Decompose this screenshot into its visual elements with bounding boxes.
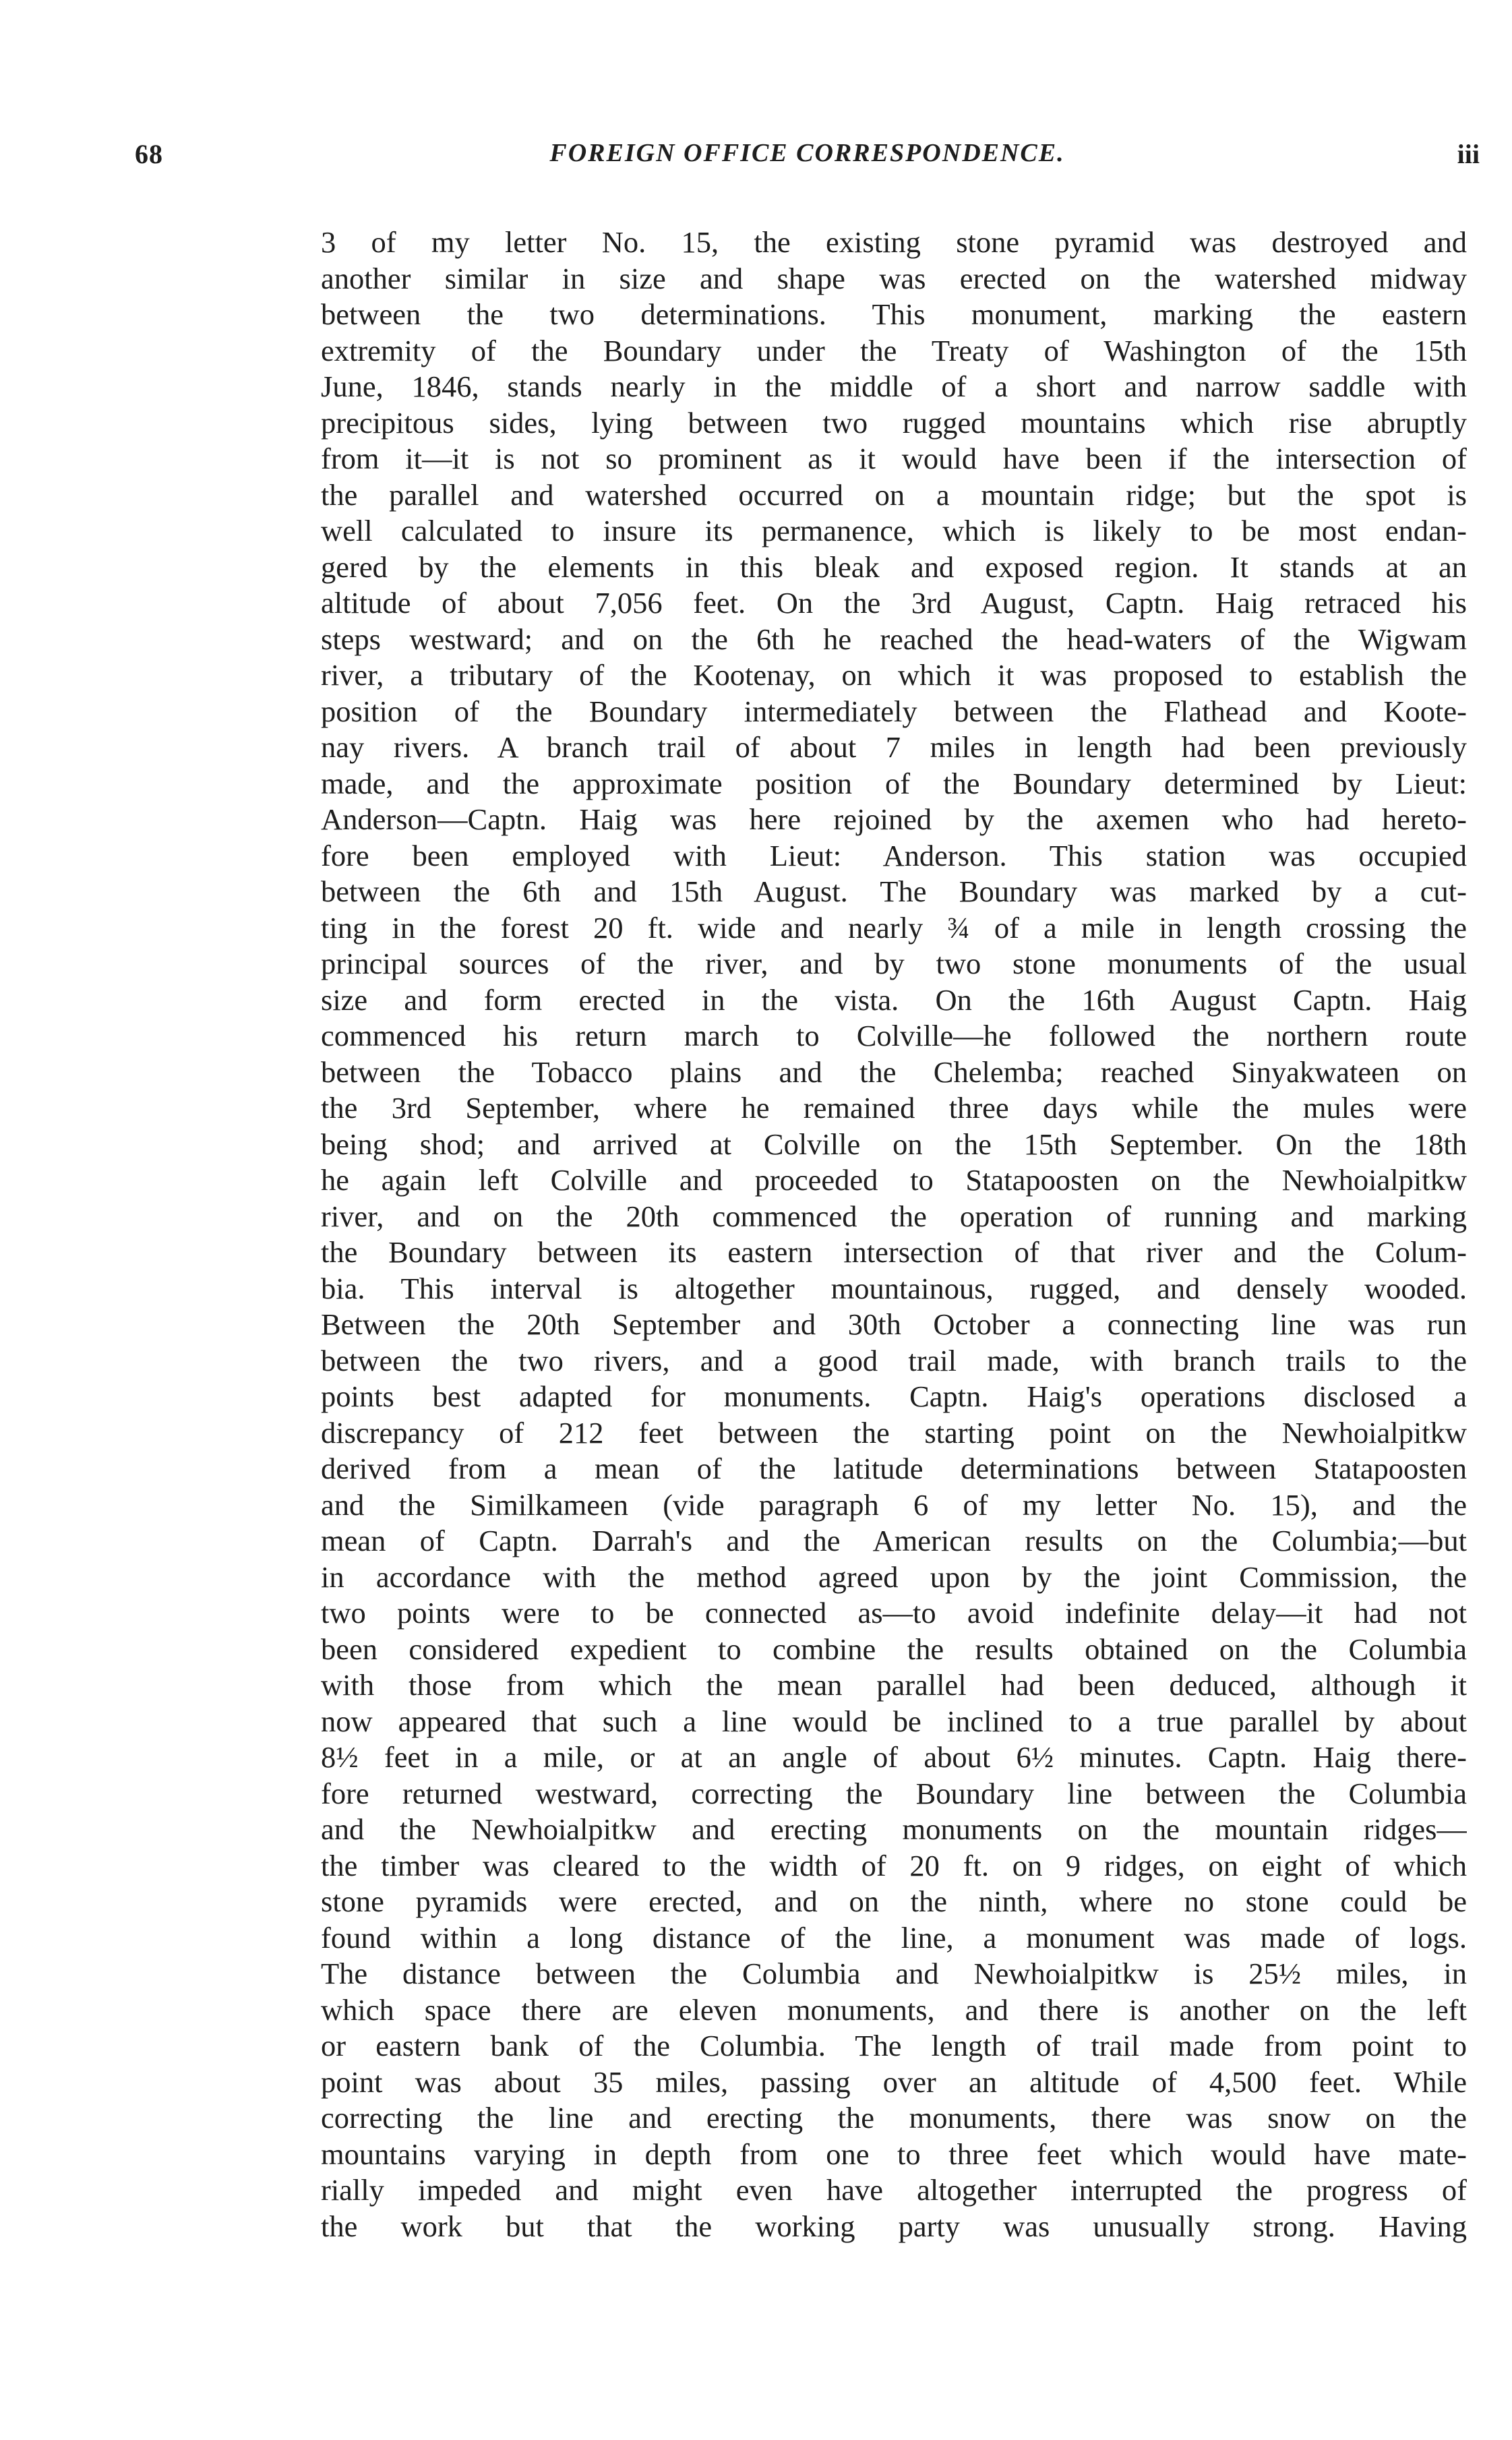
text-line: between the two determinations. This monument, marking the eastern bbox=[321, 297, 1467, 331]
text-line: the work but that the working party was unusually strong. Having bbox=[321, 2209, 1467, 2243]
text-line: 8½ feet in a mile, or at an angle of about 6½ minutes. Captn. Haig there- bbox=[321, 1740, 1467, 1774]
text-line: mean of Captn. Darrah's and the American results on the Columbia;—but bbox=[321, 1524, 1467, 1557]
text-line: now appeared that such a line would be inclined to a true parallel by about bbox=[321, 1704, 1467, 1738]
text-line: in accordance with the method agreed upon by the joint Commission, the bbox=[321, 1559, 1467, 1594]
text-line: he again left Colville and proceeded to Statapoosten on the Newhoialpitkw bbox=[321, 1163, 1467, 1197]
text-line: and the Newhoialpitkw and erecting monuments on the mountain ridges— bbox=[321, 1812, 1467, 1846]
text-line: between the Tobacco plains and the Chelemba; reached Sinyakwateen on bbox=[321, 1054, 1467, 1089]
text-line: between the two rivers, and a good trail made, with branch trails to the bbox=[321, 1343, 1467, 1377]
text-line: correcting the line and erecting the monuments, there was snow on the bbox=[321, 2101, 1467, 2135]
text-line: the Boundary between its eastern intersection of that river and the Colum- bbox=[321, 1235, 1467, 1269]
section-marker: iii bbox=[1457, 139, 1480, 169]
text-line: discrepancy of 212 feet between the starting point on the Newhoialpitkw bbox=[321, 1415, 1467, 1450]
running-title: FOREIGN OFFICE CORRESPONDENCE. bbox=[549, 139, 1065, 167]
text-line: the parallel and watershed occurred on a mountain ridge; but the spot is bbox=[321, 477, 1467, 512]
text-line: commenced his return march to Colville—he followed the northern route bbox=[321, 1019, 1467, 1052]
text-line: point was about 35 miles, passing over an altitude of 4,500 feet. While bbox=[321, 2064, 1467, 2099]
text-line: bia. This interval is altogether mountainous, rugged, and densely wooded. bbox=[321, 1271, 1467, 1305]
body-paragraph bbox=[321, 225, 1467, 2244]
text-line: and the Similkameen (vide paragraph 6 of my letter No. 15), and the bbox=[321, 1487, 1467, 1522]
text-line: fore returned westward, correcting the Boundary line between the Columbia bbox=[321, 1776, 1467, 1810]
text-line: precipitous sides, lying between two rugged mountains which rise abruptly bbox=[321, 405, 1467, 440]
text-line: June, 1846, stands nearly in the middle of a short and narrow saddle with bbox=[321, 369, 1467, 403]
text-line: with those from which the mean parallel had been deduced, although it bbox=[321, 1668, 1467, 1702]
text-line: ting in the forest 20 ft. wide and nearly ¾ of a mile in length crossing the bbox=[321, 910, 1467, 945]
text-line: or eastern bank of the Columbia. The length of trail made from point to bbox=[321, 2029, 1467, 2062]
text-line: being shod; and arrived at Colville on the 15th September. On the 18th bbox=[321, 1127, 1467, 1161]
page-number: 68 bbox=[135, 139, 163, 169]
text-line: Between the 20th September and 30th October a connecting line was run bbox=[321, 1307, 1467, 1341]
text-line: river, and on the 20th commenced the operation of running and marking bbox=[321, 1199, 1467, 1233]
text-line: derived from a mean of the latitude determinations between Statapoosten bbox=[321, 1452, 1467, 1485]
text-line: size and form erected in the vista. On the 16th August Captn. Haig bbox=[321, 982, 1467, 1017]
text-line: rially impeded and might even have altogether interrupted the progress of bbox=[321, 2173, 1467, 2207]
text-line: the timber was cleared to the width of 20 ft. on 9 ridges, on eight of which bbox=[321, 1848, 1467, 1882]
text-line: well calculated to insure its permanence, which is likely to be most endan- bbox=[321, 514, 1467, 547]
text-line: extremity of the Boundary under the Treaty of Washington of the 15th bbox=[321, 333, 1467, 367]
text-line: nay rivers. A branch trail of about 7 miles in length had been previously bbox=[321, 730, 1467, 764]
text-line: found within a long distance of the line, a monument was made of logs. bbox=[321, 1920, 1467, 1955]
text-line: stone pyramids were erected, and on the ninth, where no stone could be bbox=[321, 1884, 1467, 1918]
text-line: from it—it is not so prominent as it would have been if the intersection of bbox=[321, 442, 1467, 475]
text-line: between the 6th and 15th August. The Boundary was marked by a cut- bbox=[321, 874, 1467, 908]
text-line: The distance between the Columbia and Newhoialpitkw is 25½ miles, in bbox=[321, 1957, 1467, 1990]
text-line: river, a tributary of the Kootenay, on which it was proposed to establish the bbox=[321, 658, 1467, 692]
text-line: 3 of my letter No. 15, the existing stone pyramid was destroyed and bbox=[321, 225, 1467, 259]
text-line: steps westward; and on the 6th he reached the head-waters of the Wigwam bbox=[321, 622, 1467, 656]
text-line: points best adapted for monuments. Captn. Haig's operations disclosed a bbox=[321, 1379, 1467, 1413]
text-line: made, and the approximate position of the Boundary determined by Lieut: bbox=[321, 766, 1467, 800]
text-line: been considered expedient to combine the results obtained on the Columbia bbox=[321, 1632, 1467, 1666]
text-line: another similar in size and shape was erected on the watershed midway bbox=[321, 261, 1467, 295]
text-line: which space there are eleven monuments, and there is another on the left bbox=[321, 1992, 1467, 2027]
text-line: gered by the elements in this bleak and exposed region. It stands at an bbox=[321, 549, 1467, 584]
text-line: position of the Boundary intermediately between the Flathead and Koote- bbox=[321, 694, 1467, 728]
text-line: Anderson—Captn. Haig was here rejoined by the axemen who had hereto- bbox=[321, 802, 1467, 836]
text-line: fore been employed with Lieut: Anderson. This station was occupied bbox=[321, 838, 1467, 872]
text-line: principal sources of the river, and by two stone monuments of the usual bbox=[321, 947, 1467, 980]
page-header bbox=[135, 138, 1480, 179]
text-line: the 3rd September, where he remained three days while the mules were bbox=[321, 1091, 1467, 1125]
text-line: altitude of about 7,056 feet. On the 3rd August, Captn. Haig retraced his bbox=[321, 586, 1467, 620]
text-line: mountains varying in depth from one to three feet which would have mate- bbox=[321, 2137, 1467, 2171]
text-line: two points were to be connected as—to avoid indefinite delay—it had not bbox=[321, 1596, 1467, 1630]
